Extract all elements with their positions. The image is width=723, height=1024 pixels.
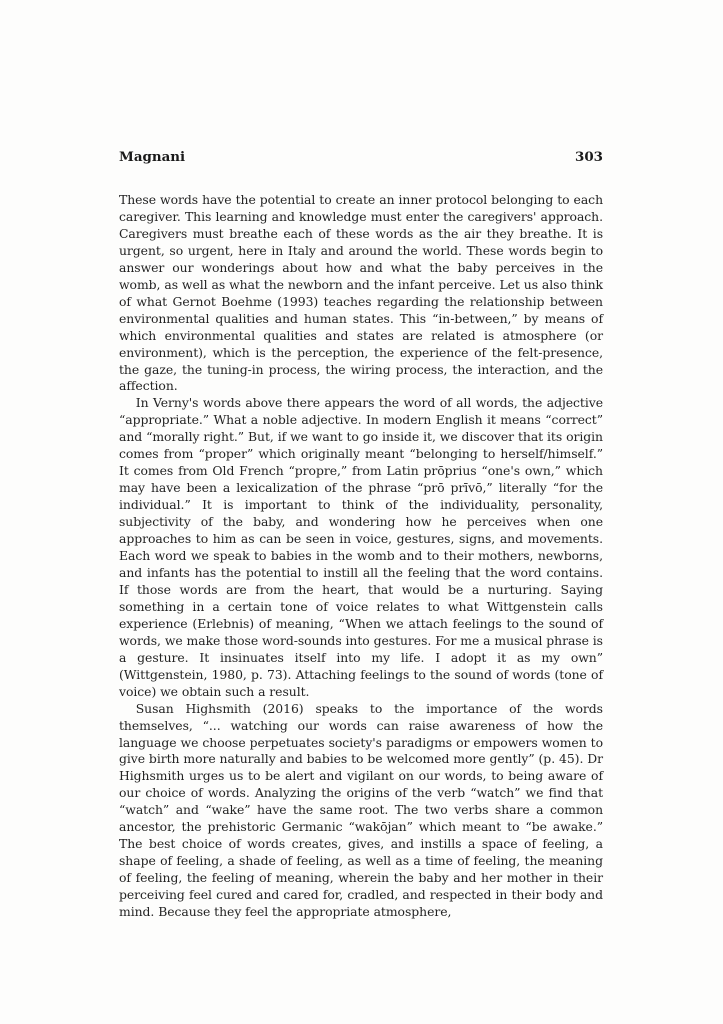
paragraph-3: Susan Highsmith (2016) speaks to the importance of the words themselves, “... watching our words can raise awareness of how the language we choose perpetuates society's paradigms or empowers women to give birth more naturally and babies to be welcomed more gently” (p. 45). Dr Highsmith urges us to be alert and vigilant on our words, to being aware of our choice of words. Analyzing the origins of the verb “watch” we find that “watch” and “wake” have the same root. The two verbs share a common ancestor, the prehistoric Germanic “wakōjan” which meant to “be awake.” The best choice of words creates, gives, and instills a space of feeling, a shape of feeling, a shade of feeling, as well as a time of feeling, the meaning of feeling, the feeling of meaning, wherein the baby and her mother in their perceiving feel cured and cared for, cradled, and respected in their body and mind. Because they feel the appropriate atmosphere, bbox=[119, 700, 603, 920]
body-text bbox=[119, 192, 603, 921]
paragraph-1: These words have the potential to create an inner protocol belonging to each caregiver. This learning and knowledge must enter the caregivers' approach. Caregivers must breathe each of these words as the air they breathe. It is urgent, so urgent, here in Italy and around the world. These words begin to answer our wonderings about how and what the baby perceives in the womb, as well as what the newborn and the infant perceive. Let us also think of what Gernot Boehme (1993) teaches regarding the relationship between environmental qualities and human states. This “in-between,” by means of which environmental qualities and states are related is atmosphere (or environment), which is the perception, the experience of the felt-presence, the gaze, the tuning-in process, the wiring process, the interaction, and the affection. bbox=[119, 192, 603, 394]
paragraph-2: In Verny's words above there appears the word of all words, the adjective “appropriate.” What a noble adjective. In modern English it means “correct” and “morally right.” But, if we want to go inside it, we discover that its origin comes from “proper” which originally meant “belonging to herself/himself.” It comes from Old French “propre,” from Latin prōprius “one's own,” which may have been a lexicalization of the phrase “prō prīvō,” literally “for the individual.” It is important to think of the individuality, personality, subjectivity of the baby, and wondering how he perceives when one approaches to him as can be seen in voice, gestures, signs, and movements. Each word we speak to babies in the womb and to their mothers, newborns, and infants has the potential to instill all the feeling that the word contains. If those words are from the heart, that would be a nurturing. Saying something in a certain tone of voice relates to what Wittgenstein calls experience (Erlebnis) of meaning, “When we attach feelings to the sound of words, we make those word-sounds into gestures. For me a musical phrase is a gesture. It insinuates itself into my life. I adopt it as my own” (Wittgenstein, 1980, p. 73). Attaching feelings to the sound of words (tone of voice) we obtain such a result. bbox=[119, 395, 603, 699]
running-head bbox=[119, 148, 603, 168]
page-number: 303 bbox=[575, 149, 603, 165]
running-head-author: Magnani bbox=[119, 149, 186, 165]
